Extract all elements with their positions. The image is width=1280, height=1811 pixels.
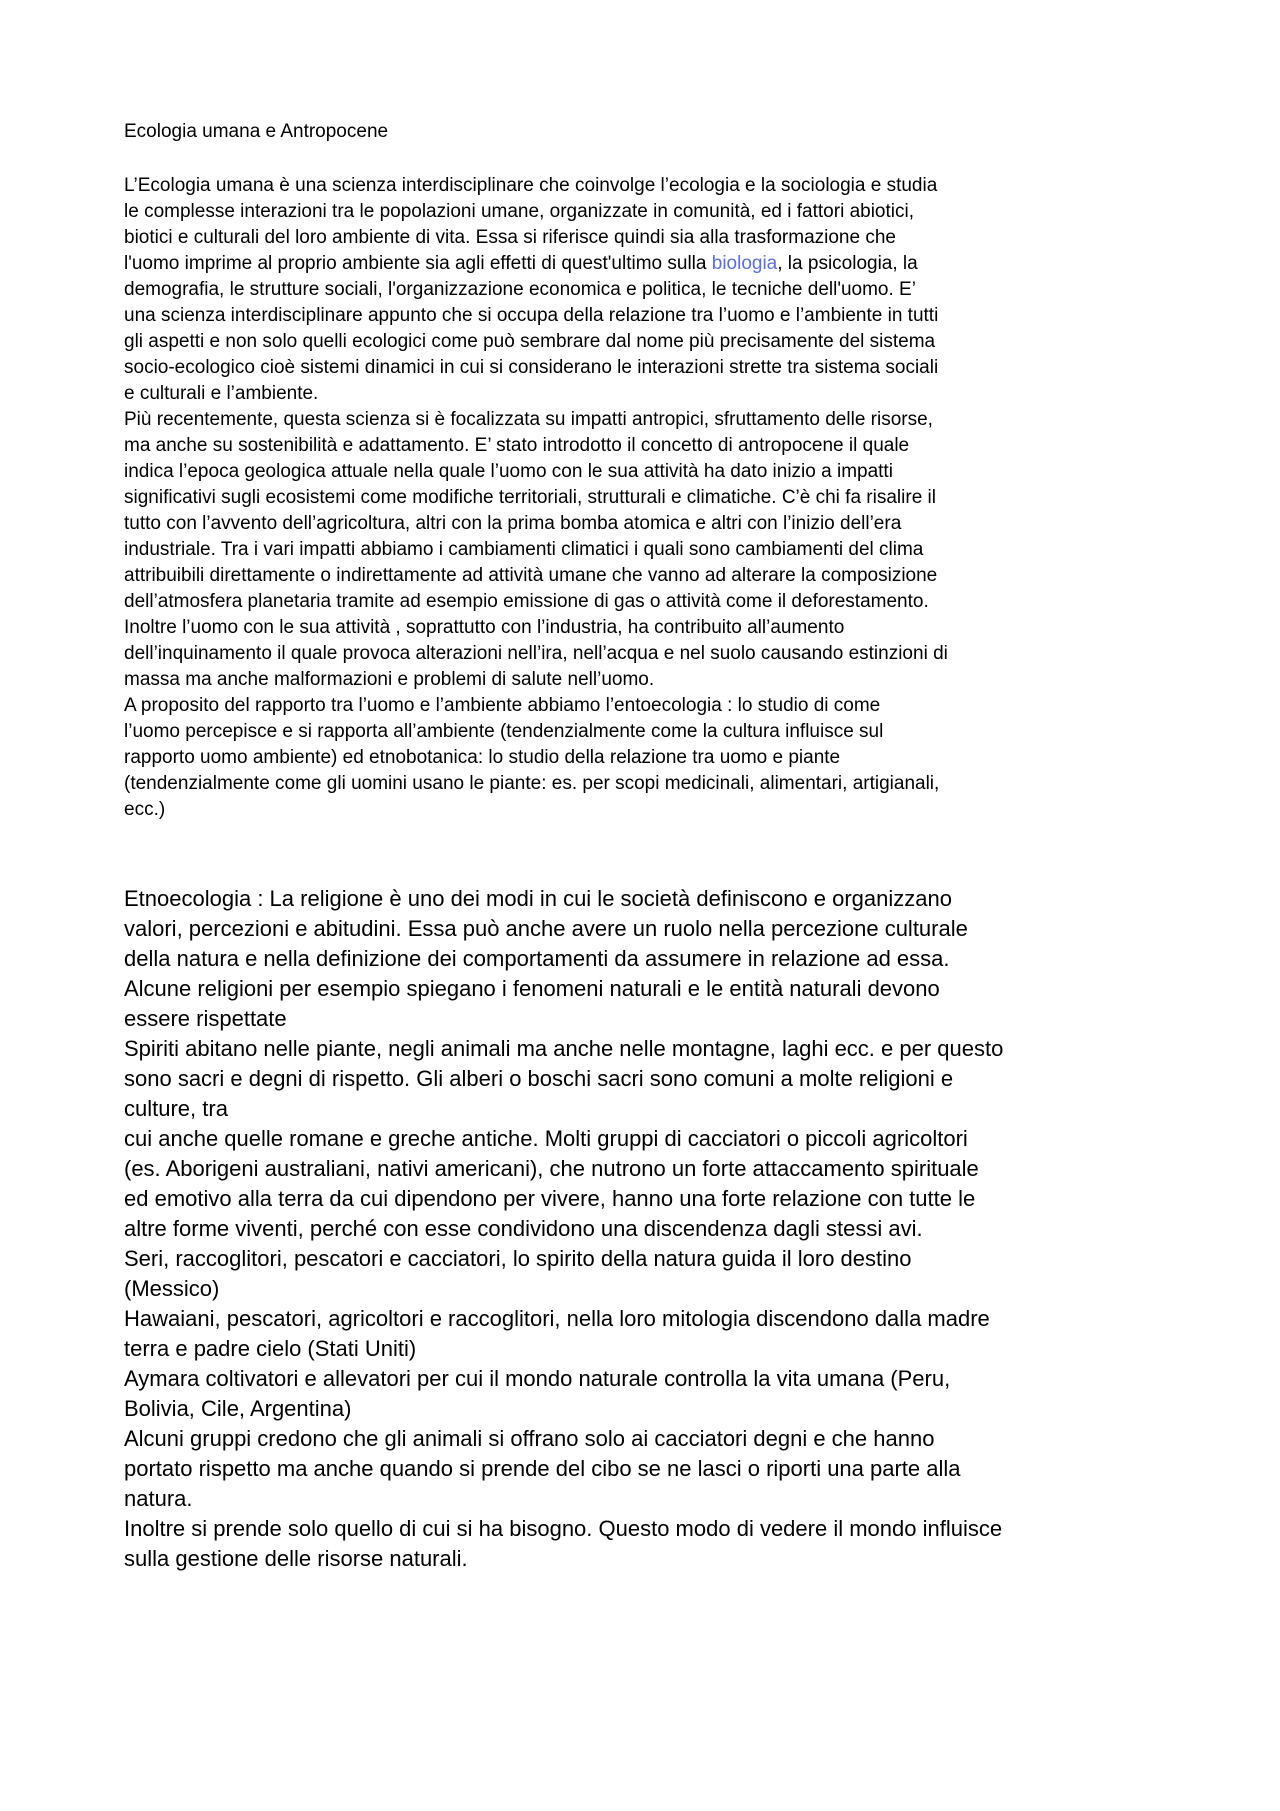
paragraph-line-with-link: [124, 251, 1166, 277]
paragraph-line: A proposito del rapporto tra l’uomo e l’ambiente abbiamo l’entoecologia : lo studio di come: [124, 695, 881, 716]
paragraph-line: Inoltre l’uomo con le sua attività , soprattutto con l’industria, ha contribuito all’aumento: [124, 617, 845, 638]
section-ecologia-umana: [124, 173, 1166, 823]
biologia-link[interactable]: biologia: [711, 253, 778, 274]
paragraph-line: Inoltre si prende solo quello di cui si ha bisogno. Questo modo di vedere il mondo influisce: [124, 1516, 1003, 1541]
link-line-after: , la psicologia, la: [777, 253, 918, 274]
paragraph-line: valori, percezioni e abitudini. Essa può anche avere un ruolo nella percezione culturale: [124, 916, 968, 941]
paragraph-line: ma anche su sostenibilità e adattamento. E’ stato introdotto il concetto di antropocene il quale: [124, 435, 910, 456]
paragraph-line: industriale. Tra i vari impatti abbiamo i cambiamenti climatici i quali sono cambiamenti del clima: [124, 539, 924, 560]
paragraph-line: essere rispettate: [124, 1006, 287, 1031]
paragraph-line: cui anche quelle romane e greche antiche. Molti gruppi di cacciatori o piccoli agricoltori: [124, 1126, 968, 1151]
paragraph-line: rapporto uomo ambiente) ed etnobotanica: lo studio della relazione tra uomo e piante: [124, 747, 841, 768]
paragraph-line: Alcuni gruppi credono che gli animali si offrano solo ai cacciatori degni e che hanno: [124, 1426, 935, 1451]
paragraph-line: gli aspetti e non solo quelli ecologici come può sembrare dal nome più precisamente del sistema: [124, 331, 936, 352]
paragraph-line: ed emotivo alla terra da cui dipendono per vivere, hanno una forte relazione con tutte le: [124, 1186, 976, 1211]
paragraph-line: L’Ecologia umana è una scienza interdisciplinare che coinvolge l’ecologia e la sociologia e studia: [124, 175, 938, 196]
document-title: Ecologia umana e Antropocene: [124, 121, 389, 142]
paragraph-line: socio-ecologico cioè sistemi dinamici in cui si considerano le interazioni strette tra sistema sociali: [124, 357, 939, 378]
paragraph-line: significativi sugli ecosistemi come modifiche territoriali, strutturali e climatiche. C’è chi fa risalire il: [124, 487, 936, 508]
paragraph-line: (Messico): [124, 1276, 220, 1301]
link-line-before: l'uomo imprime al proprio ambiente sia agli effetti di quest'ultimo sulla: [124, 253, 712, 274]
paragraph-line: dell’inquinamento il quale provoca alterazioni nell’ira, nell’acqua e nel suolo causando estinzioni di: [124, 643, 948, 664]
paragraph-line: biotici e culturali del loro ambiente di vita. Essa si riferisce quindi sia alla trasformazione che: [124, 227, 896, 248]
paragraph-line: Aymara coltivatori e allevatori per cui il mondo naturale controlla la vita umana (Peru,: [124, 1366, 951, 1391]
paragraph-line: della natura e nella definizione dei comportamenti da assumere in relazione ad essa.: [124, 946, 950, 971]
paragraph-line: le complesse interazioni tra le popolazioni umane, organizzate in comunità, ed i fattori abiotici,: [124, 201, 914, 222]
paragraph-line: Seri, raccoglitori, pescatori e cacciatori, lo spirito della natura guida il loro destino: [124, 1246, 912, 1271]
paragraph-line: attribuibili direttamente o indirettamente ad attività umane che vanno ad alterare la composizione: [124, 565, 938, 586]
paragraph-line: Bolivia, Cile, Argentina): [124, 1396, 352, 1421]
paragraph-line: (tendenzialmente come gli uomini usano le piante: es. per scopi medicinali, alimentari, artigianali,: [124, 773, 940, 794]
paragraph-line: ecc.): [124, 799, 166, 820]
paragraph-line: Più recentemente, questa scienza si è focalizzata su impatti antropici, sfruttamento delle risorse,: [124, 409, 933, 430]
paragraph-line: sono sacri e degni di rispetto. Gli alberi o boschi sacri sono comuni a molte religioni e: [124, 1066, 954, 1091]
paragraph-line: Hawaiani, pescatori, agricoltori e raccoglitori, nella loro mitologia discendono dalla madre: [124, 1306, 990, 1331]
paragraph-line: sulla gestione delle risorse naturali.: [124, 1546, 468, 1571]
paragraph-line: indica l’epoca geologica attuale nella quale l’uomo con le sua attività ha dato inizio a impatti: [124, 461, 893, 482]
paragraph-line: e culturali e l’ambiente.: [124, 383, 319, 404]
paragraph-line: demografia, le strutture sociali, l'organizzazione economica e politica, le tecniche dell'uomo. E’: [124, 279, 916, 300]
paragraph-line: l’uomo percepisce e si rapporta all’ambiente (tendenzialmente come la cultura influisce sul: [124, 721, 884, 742]
paragraph-line: tutto con l’avvento dell’agricoltura, altri con la prima bomba atomica e altri con l’inizio dell’era: [124, 513, 902, 534]
paragraph-line: natura.: [124, 1486, 193, 1511]
paragraph-line: Spiriti abitano nelle piante, negli animali ma anche nelle montagne, laghi ecc. e per questo: [124, 1036, 1004, 1061]
paragraph-line: Alcune religioni per esempio spiegano i fenomeni naturali e le entità naturali devono: [124, 976, 940, 1001]
paragraph-line: Etnoecologia : La religione è uno dei modi in cui le società definiscono e organizzano: [124, 886, 952, 911]
paragraph-line: culture, tra: [124, 1096, 228, 1121]
paragraph-line: terra e padre cielo (Stati Uniti): [124, 1336, 417, 1361]
paragraph-line: una scienza interdisciplinare appunto che si occupa della relazione tra l’uomo e l’ambiente in tutti: [124, 305, 939, 326]
paragraph-line: altre forme viventi, perché con esse condividono una discendenza dagli stessi avi.: [124, 1216, 923, 1241]
paragraph-line: (es. Aborigeni australiani, nativi americani), che nutrono un forte attaccamento spirituale: [124, 1156, 979, 1181]
section-etnoecologia: [124, 884, 1166, 1574]
paragraph-line: massa ma anche malformazioni e problemi di salute nell’uomo.: [124, 669, 655, 690]
paragraph-line: portato rispetto ma anche quando si prende del cibo se ne lasci o riporti una parte alla: [124, 1456, 961, 1481]
paragraph-line: dell’atmosfera planetaria tramite ad esempio emissione di gas o attività come il deforestamento.: [124, 591, 929, 612]
